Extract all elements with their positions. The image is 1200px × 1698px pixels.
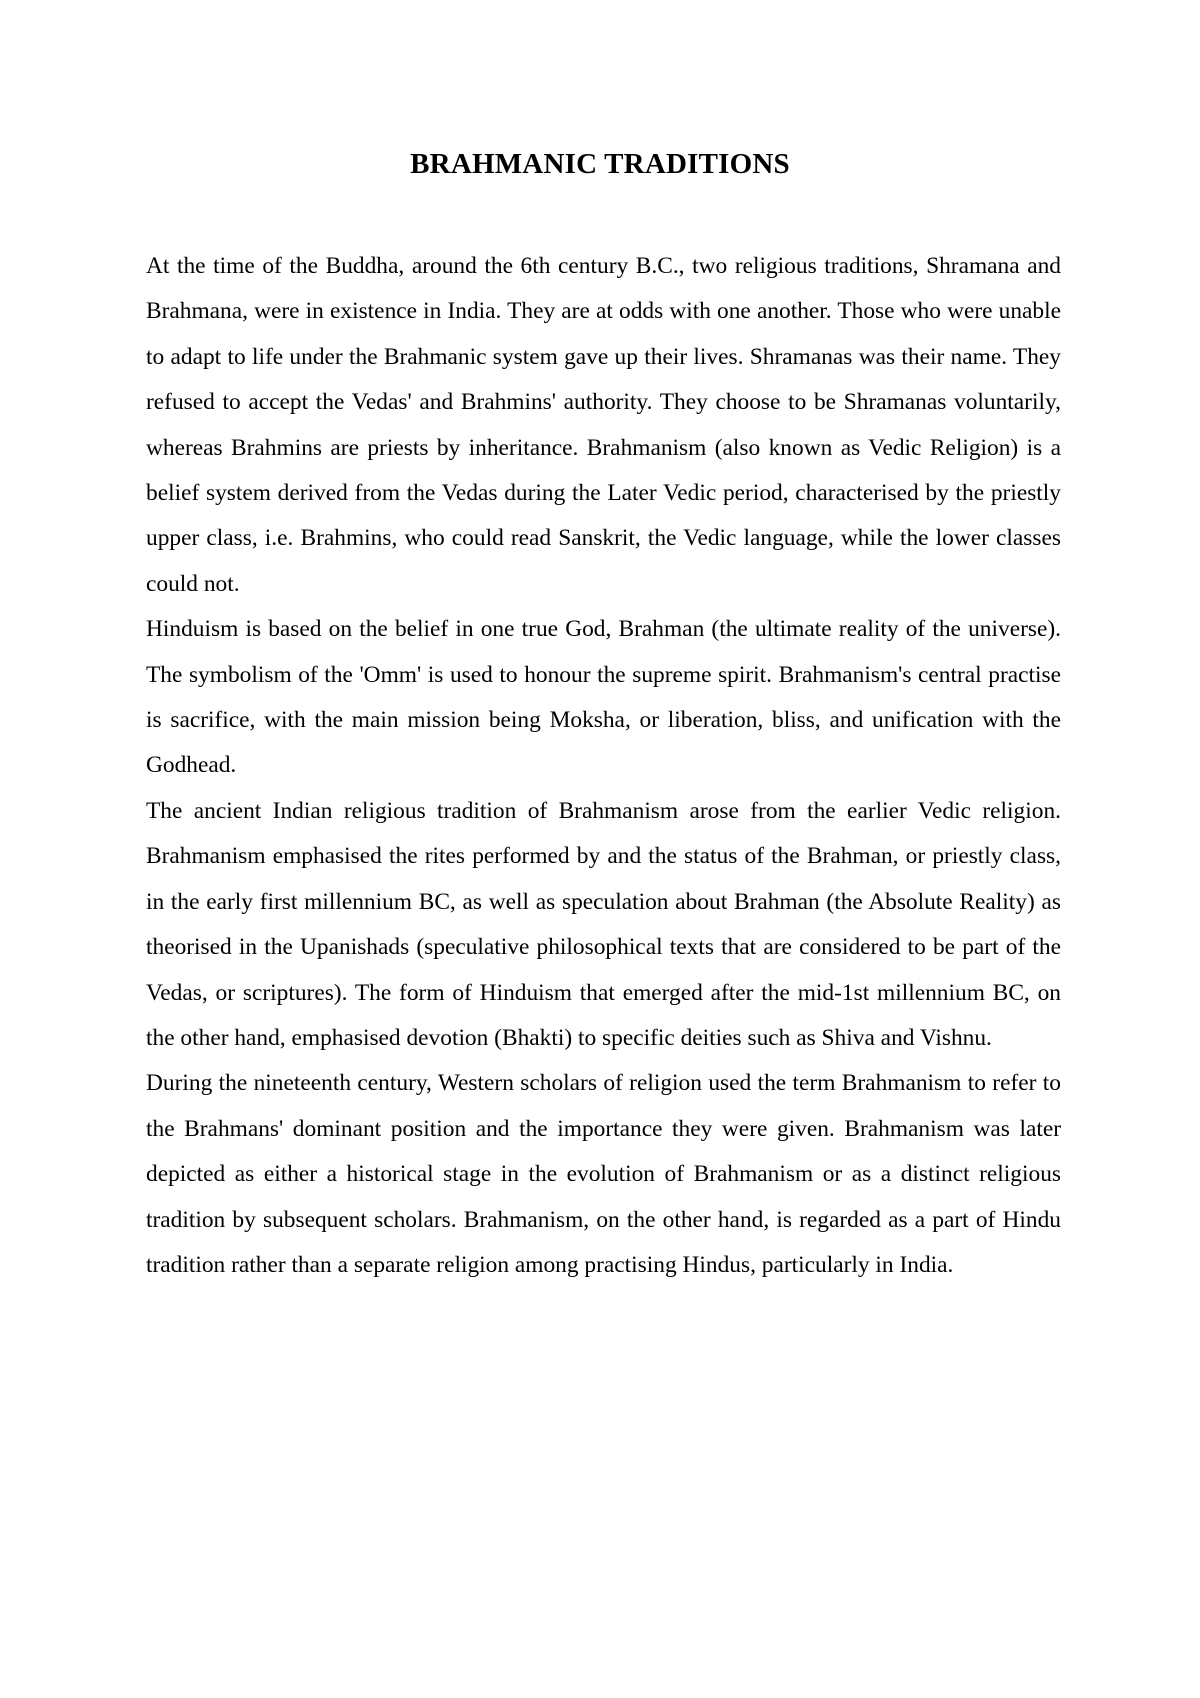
paragraph-buddha-era: At the time of the Buddha, around the 6th century B.C., two religious traditions, Shramana and Brahmana, were in existence in India. They are at odds with one another. Those who were unable to adapt to life under the Brahmanic system gave up their lives. Shramanas was their name. They refused to accept the Vedas' and Brahmins' authority. They choose to be Shramanas voluntarily, whereas Brahmins are priests by inheritance. Brahmanism (also known as Vedic Religion) is a belief system derived from the Vedas during the Later Vedic period, characterised by the priestly upper class, i.e. Brahmins, who could read Sanskrit, the Vedic language, while the lower classes could not. <box>146 253 1061 597</box>
document-body <box>146 244 1061 1288</box>
paragraph-brahmanism-origin: The ancient Indian religious tradition of Brahmanism arose from the earlier Vedic religion. Brahmanism emphasised the rites performed by and the status of the Brahman, or priestly class, in the early first millennium BC, as well as speculation about Brahman (the Absolute Reality) as theorised in the Upanishads (speculative philosophical texts that are considered to be part of the Vedas, or scriptures). The form of Hinduism that emerged after the mid-1st millennium BC, on the other hand, emphasised devotion (Bhakti) to specific deities such as Shiva and Vishnu. <box>146 797 1061 1051</box>
page-title: BRAHMANIC TRADITIONS <box>410 148 790 180</box>
paragraph-western-scholars: During the nineteenth century, Western scholars of religion used the term Brahmanism to refer to the Brahmans' dominant position and the importance they were given. Brahmanism was later depicted as either a historical stage in the evolution of Brahmanism or as a distinct religious tradition by subsequent scholars. Brahmanism, on the other hand, is regarded as a part of Hindu tradition rather than a separate religion among practising Hindus, particularly in India. <box>146 1070 1061 1278</box>
paragraph-hinduism-belief: Hinduism is based on the belief in one true God, Brahman (the ultimate reality of the universe). The symbolism of the 'Omm' is used to honour the supreme spirit. Brahmanism's central practise is sacrifice, with the main mission being Moksha, or liberation, bliss, and unification with the Godhead. <box>146 616 1061 779</box>
